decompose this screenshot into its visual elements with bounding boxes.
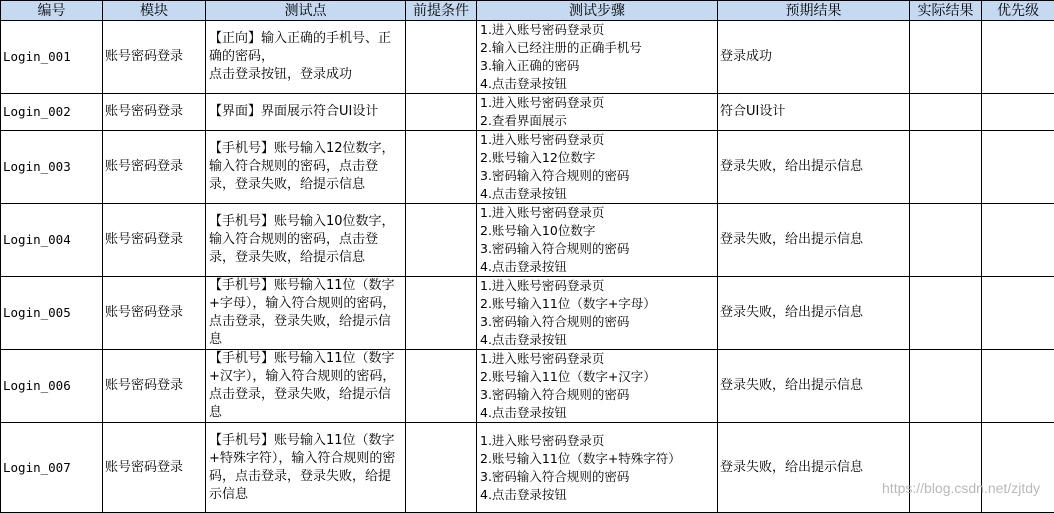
header-precondition: 前提条件 xyxy=(406,1,477,21)
step-item: 1.进入账号密码登录页 xyxy=(480,277,717,295)
cell-priority xyxy=(982,204,1054,277)
cell-precondition xyxy=(406,21,477,94)
step-item: 4.点击登录按钮 xyxy=(480,258,717,276)
cell-expected: 登录成功 xyxy=(718,21,910,94)
cell-actual xyxy=(910,131,982,204)
step-item: 2.账号输入11位（数字+字母） xyxy=(480,295,717,313)
header-row xyxy=(1,1,1054,21)
header-actual: 实际结果 xyxy=(910,1,982,21)
cell-id: Login_005 xyxy=(1,277,103,350)
cell-module: 账号密码登录 xyxy=(103,350,206,423)
cell-priority xyxy=(982,21,1054,94)
cell-actual xyxy=(910,350,982,423)
watermark: https://blog.csdn.net/zjtdy xyxy=(882,480,1040,496)
step-item: 3.密码输入符合规则的密码 xyxy=(480,468,717,486)
cell-test-point: 【手机号】账号输入12位数字，输入符合规则的密码，点击登录，登录失败，给提示信息 xyxy=(206,131,406,204)
header-priority: 优先级 xyxy=(982,1,1054,21)
step-item: 1.进入账号密码登录页 xyxy=(480,21,717,39)
cell-test-point: 【手机号】账号输入11位（数字+汉字），输入符合规则的密码，点击登录，登录失败，给提示信息 xyxy=(206,350,406,423)
cell-steps xyxy=(477,277,718,350)
cell-expected: 登录失败，给出提示信息 xyxy=(718,204,910,277)
cell-precondition xyxy=(406,277,477,350)
cell-module: 账号密码登录 xyxy=(103,94,206,131)
step-item: 2.账号输入11位（数字+特殊字符） xyxy=(480,450,717,468)
cell-precondition xyxy=(406,423,477,513)
cell-id: Login_001 xyxy=(1,21,103,94)
cell-precondition xyxy=(406,350,477,423)
step-item: 3.密码输入符合规则的密码 xyxy=(480,386,717,404)
cell-expected: 登录失败，给出提示信息 xyxy=(718,350,910,423)
step-item: 4.点击登录按钮 xyxy=(480,331,717,349)
cell-precondition xyxy=(406,131,477,204)
cell-actual xyxy=(910,21,982,94)
cell-module: 账号密码登录 xyxy=(103,423,206,513)
table-row xyxy=(1,350,1054,423)
cell-precondition xyxy=(406,94,477,131)
cell-id: Login_004 xyxy=(1,204,103,277)
table-row xyxy=(1,277,1054,350)
cell-test-point: 【手机号】账号输入10位数字，输入符合规则的密码，点击登录，登录失败，给提示信息 xyxy=(206,204,406,277)
cell-steps xyxy=(477,350,718,423)
step-item: 4.点击登录按钮 xyxy=(480,185,717,203)
step-item: 1.进入账号密码登录页 xyxy=(480,131,717,149)
cell-id: Login_006 xyxy=(1,350,103,423)
cell-actual xyxy=(910,277,982,350)
header-steps: 测试步骤 xyxy=(477,1,718,21)
table-row xyxy=(1,423,1054,513)
table-row xyxy=(1,131,1054,204)
step-item: 3.密码输入符合规则的密码 xyxy=(480,240,717,258)
step-item: 1.进入账号密码登录页 xyxy=(480,94,717,112)
cell-id: Login_003 xyxy=(1,131,103,204)
cell-module: 账号密码登录 xyxy=(103,21,206,94)
cell-steps xyxy=(477,204,718,277)
cell-steps xyxy=(477,94,718,131)
cell-id: Login_007 xyxy=(1,423,103,513)
cell-expected: 登录失败，给出提示信息 xyxy=(718,423,910,513)
cell-precondition xyxy=(406,204,477,277)
cell-module: 账号密码登录 xyxy=(103,131,206,204)
cell-test-point: 【手机号】账号输入11位（数字+特殊字符），输入符合规则的密码，点击登录，登录失败，给提示信息 xyxy=(206,423,406,513)
header-expected: 预期结果 xyxy=(718,1,910,21)
cell-module: 账号密码登录 xyxy=(103,277,206,350)
cell-priority xyxy=(982,277,1054,350)
step-item: 2.账号输入12位数字 xyxy=(480,149,717,167)
cell-expected: 登录失败，给出提示信息 xyxy=(718,277,910,350)
cell-id: Login_002 xyxy=(1,94,103,131)
table-row xyxy=(1,21,1054,94)
cell-module: 账号密码登录 xyxy=(103,204,206,277)
cell-expected: 符合UI设计 xyxy=(718,94,910,131)
step-item: 3.密码输入符合规则的密码 xyxy=(480,313,717,331)
step-item: 2.账号输入10位数字 xyxy=(480,222,717,240)
cell-actual xyxy=(910,94,982,131)
cell-steps xyxy=(477,21,718,94)
cell-steps xyxy=(477,423,718,513)
cell-priority xyxy=(982,131,1054,204)
cell-test-point: 【正向】输入正确的手机号、正确的密码， 点击登录按钮，登录成功 xyxy=(206,21,406,94)
step-item: 1.进入账号密码登录页 xyxy=(480,350,717,368)
step-item: 3.输入正确的密码 xyxy=(480,57,717,75)
step-item: 2.查看界面展示 xyxy=(480,112,717,130)
step-item: 1.进入账号密码登录页 xyxy=(480,204,717,222)
cell-actual xyxy=(910,204,982,277)
cell-priority xyxy=(982,94,1054,131)
header-test-point: 测试点 xyxy=(206,1,406,21)
step-item: 1.进入账号密码登录页 xyxy=(480,432,717,450)
cell-priority xyxy=(982,350,1054,423)
step-item: 3.密码输入符合规则的密码 xyxy=(480,167,717,185)
cell-steps xyxy=(477,131,718,204)
step-item: 4.点击登录按钮 xyxy=(480,75,717,93)
cell-expected: 登录失败，给出提示信息 xyxy=(718,131,910,204)
cell-test-point: 【界面】界面展示符合UI设计 xyxy=(206,94,406,131)
step-item: 2.输入已经注册的正确手机号 xyxy=(480,39,717,57)
header-module: 模块 xyxy=(103,1,206,21)
cell-actual xyxy=(910,423,982,513)
cell-priority xyxy=(982,423,1054,513)
table-row xyxy=(1,204,1054,277)
header-id: 编号 xyxy=(1,1,103,21)
step-item: 4.点击登录按钮 xyxy=(480,404,717,422)
cell-test-point: 【手机号】账号输入11位（数字+字母），输入符合规则的密码，点击登录，登录失败，给提示信息 xyxy=(206,277,406,350)
step-item: 4.点击登录按钮 xyxy=(480,486,717,504)
step-item: 2.账号输入11位（数字+汉字） xyxy=(480,368,717,386)
table-row xyxy=(1,94,1054,131)
